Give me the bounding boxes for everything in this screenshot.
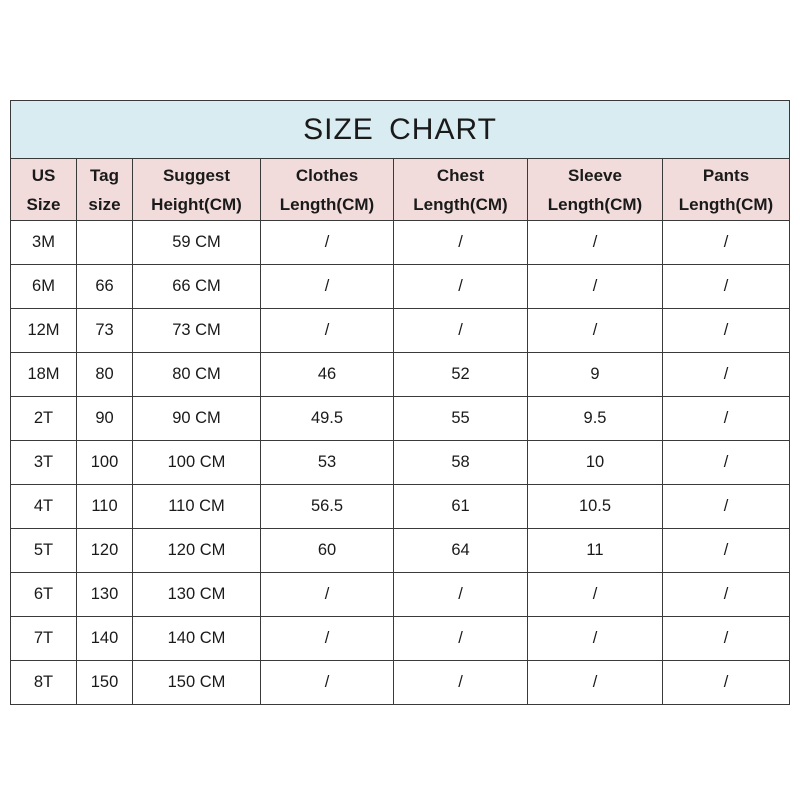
cell-sleeve-length: 10 — [528, 441, 663, 485]
table-row — [11, 485, 790, 529]
cell-suggest-height: 66 CM — [133, 265, 261, 309]
column-header-sleeve-length: Sleeve Length(CM) — [528, 159, 663, 221]
cell-us-size: 2T — [11, 397, 77, 441]
table-row — [11, 353, 790, 397]
cell-suggest-height: 140 CM — [133, 617, 261, 661]
cell-pants-length: / — [663, 441, 790, 485]
chart-title: SIZE CHART — [11, 101, 790, 159]
cell-clothes-length: / — [261, 661, 394, 705]
cell-us-size: 12M — [11, 309, 77, 353]
cell-suggest-height: 73 CM — [133, 309, 261, 353]
cell-tag-size — [77, 221, 133, 265]
table-row — [11, 573, 790, 617]
cell-clothes-length: 60 — [261, 529, 394, 573]
cell-tag-size: 110 — [77, 485, 133, 529]
cell-us-size: 5T — [11, 529, 77, 573]
cell-suggest-height: 110 CM — [133, 485, 261, 529]
cell-clothes-length: / — [261, 309, 394, 353]
cell-pants-length: / — [663, 485, 790, 529]
cell-sleeve-length: 11 — [528, 529, 663, 573]
cell-us-size: 3T — [11, 441, 77, 485]
column-header-pants-length: Pants Length(CM) — [663, 159, 790, 221]
cell-pants-length: / — [663, 397, 790, 441]
cell-us-size: 18M — [11, 353, 77, 397]
header-row — [11, 159, 790, 221]
cell-pants-length: / — [663, 661, 790, 705]
cell-sleeve-length: / — [528, 309, 663, 353]
column-header-chest-length: Chest Length(CM) — [394, 159, 528, 221]
cell-sleeve-length: 10.5 — [528, 485, 663, 529]
cell-sleeve-length: 9.5 — [528, 397, 663, 441]
title-row — [11, 101, 790, 159]
cell-chest-length: / — [394, 617, 528, 661]
column-header-clothes-length: Clothes Length(CM) — [261, 159, 394, 221]
cell-sleeve-length: / — [528, 617, 663, 661]
table-row — [11, 617, 790, 661]
cell-clothes-length: / — [261, 573, 394, 617]
cell-us-size: 4T — [11, 485, 77, 529]
cell-pants-length: / — [663, 309, 790, 353]
cell-suggest-height: 120 CM — [133, 529, 261, 573]
cell-pants-length: / — [663, 617, 790, 661]
cell-tag-size: 80 — [77, 353, 133, 397]
cell-clothes-length: 56.5 — [261, 485, 394, 529]
cell-clothes-length: 46 — [261, 353, 394, 397]
column-header-tag-size: Tag size — [77, 159, 133, 221]
cell-chest-length: / — [394, 265, 528, 309]
cell-sleeve-length: / — [528, 573, 663, 617]
table-row — [11, 221, 790, 265]
cell-pants-length: / — [663, 573, 790, 617]
cell-chest-length: 55 — [394, 397, 528, 441]
cell-tag-size: 120 — [77, 529, 133, 573]
cell-tag-size: 66 — [77, 265, 133, 309]
cell-tag-size: 100 — [77, 441, 133, 485]
cell-us-size: 6M — [11, 265, 77, 309]
cell-clothes-length: 49.5 — [261, 397, 394, 441]
cell-us-size: 7T — [11, 617, 77, 661]
cell-clothes-length: / — [261, 221, 394, 265]
cell-suggest-height: 80 CM — [133, 353, 261, 397]
cell-clothes-length: 53 — [261, 441, 394, 485]
cell-pants-length: / — [663, 353, 790, 397]
cell-us-size: 6T — [11, 573, 77, 617]
table-row — [11, 441, 790, 485]
cell-chest-length: 61 — [394, 485, 528, 529]
table-row — [11, 397, 790, 441]
cell-chest-length: / — [394, 661, 528, 705]
cell-sleeve-length: 9 — [528, 353, 663, 397]
cell-us-size: 8T — [11, 661, 77, 705]
table-row — [11, 265, 790, 309]
cell-chest-length: / — [394, 309, 528, 353]
cell-suggest-height: 59 CM — [133, 221, 261, 265]
cell-clothes-length: / — [261, 617, 394, 661]
size-chart-table — [10, 100, 790, 705]
cell-chest-length: 58 — [394, 441, 528, 485]
cell-clothes-length: / — [261, 265, 394, 309]
cell-chest-length: 52 — [394, 353, 528, 397]
cell-sleeve-length: / — [528, 661, 663, 705]
table-row — [11, 309, 790, 353]
cell-suggest-height: 150 CM — [133, 661, 261, 705]
cell-suggest-height: 90 CM — [133, 397, 261, 441]
cell-chest-length: / — [394, 221, 528, 265]
column-header-suggest-height: Suggest Height(CM) — [133, 159, 261, 221]
cell-suggest-height: 100 CM — [133, 441, 261, 485]
cell-chest-length: 64 — [394, 529, 528, 573]
cell-tag-size: 90 — [77, 397, 133, 441]
cell-tag-size: 73 — [77, 309, 133, 353]
cell-pants-length: / — [663, 221, 790, 265]
table-row — [11, 661, 790, 705]
cell-suggest-height: 130 CM — [133, 573, 261, 617]
cell-sleeve-length: / — [528, 221, 663, 265]
cell-sleeve-length: / — [528, 265, 663, 309]
cell-pants-length: / — [663, 529, 790, 573]
cell-pants-length: / — [663, 265, 790, 309]
table-row — [11, 529, 790, 573]
cell-tag-size: 150 — [77, 661, 133, 705]
cell-tag-size: 140 — [77, 617, 133, 661]
column-header-us-size: US Size — [11, 159, 77, 221]
chart-body — [11, 221, 790, 705]
cell-tag-size: 130 — [77, 573, 133, 617]
cell-chest-length: / — [394, 573, 528, 617]
cell-us-size: 3M — [11, 221, 77, 265]
